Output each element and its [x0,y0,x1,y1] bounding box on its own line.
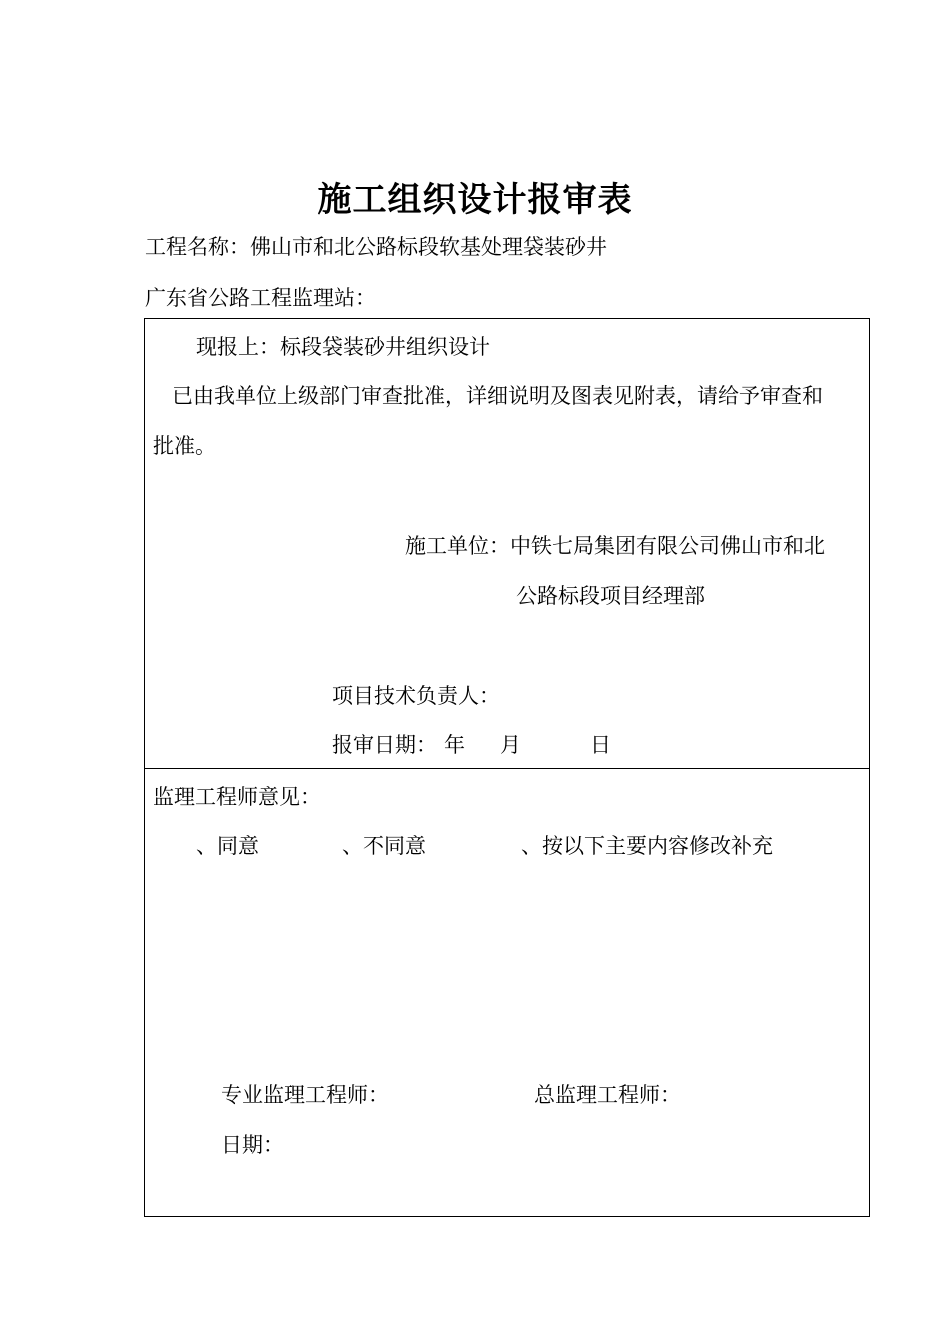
report-submission-line: 现报上：标段袋装砂井组织设计 [196,335,490,359]
specialist-engineer-label: 专业监理工程师： [221,1083,389,1107]
construction-unit-line: 施工单位：中铁七局集团有限公司佛山市和北 [405,534,825,558]
option-agree: 、同意 [196,834,259,858]
report-approval-continued: 批准。 [153,434,216,458]
chief-engineer-label: 总监理工程师： [534,1083,681,1107]
option-disagree: 、不同意 [342,834,426,858]
supervision-date-label: 日期： [221,1133,284,1157]
report-approval-line: 已由我单位上级部门审查批准，详细说明及图表见附表，请给予审查和 [172,384,823,408]
report-date-label: 报审日期： [332,733,437,757]
tech-lead-label: 项目技术负责人： [332,684,500,708]
recipient-line: 广东省公路工程监理站： [145,286,376,310]
option-modify: 、按以下主要内容修改补充 [521,834,773,858]
project-name-line: 工程名称：佛山市和北公路标段软基处理袋装砂井 [145,235,607,259]
supervisor-opinion-label: 监理工程师意见： [153,785,321,809]
construction-unit-line-2: 公路标段项目经理部 [516,584,705,608]
report-date-year: 年 [444,733,465,757]
page-title: 施工组织设计报审表 [317,180,633,220]
report-date-day: 日 [590,733,611,757]
report-date-month: 月 [500,733,521,757]
